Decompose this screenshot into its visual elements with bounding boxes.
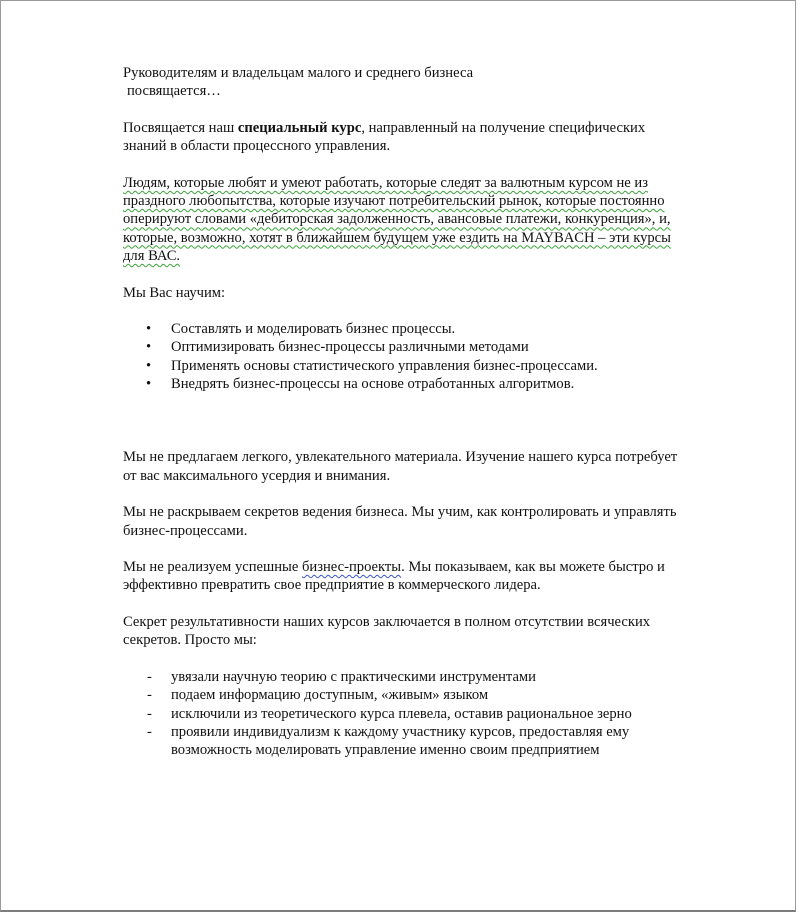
projects-underlined-text: бизнес-проекты [301,559,402,576]
list-item-text: увязали научную теорию с практическими инструментами [171,668,536,685]
list-item-text: исключили из теоретического курса плевела, оставив рациональное зерно [171,705,632,722]
methods-list [123,668,683,759]
projects-text-before: Мы не реализуем успешные [123,559,302,576]
list-item [123,723,683,760]
dash-marker: - [147,705,152,722]
projects-text-after: . Мы показываем, как вы можете быстро и эффективно превратить свое предприятие в коммерческого лидера. [123,559,665,594]
list-item-text: Составлять и моделировать бизнес процессы. [171,321,456,338]
list-item [123,320,683,338]
audience-text: Людям, которые любят и умеют работать, которые следят за валютным курсом не из праздного любопытства, которые изучают потребительский рынок, которые постоянно оперируют словами «дебиторская задолженность, авансовые платежи, конкуренция», и, которые, возможно, хотят в ближайшем будущем уже ездить на MAYBACH – эти курсы для ВАС. [123,174,671,264]
paragraph-course [123,119,683,156]
list-item [123,375,683,393]
list-item-text: проявили индивидуализм к каждому участнику курсов, предоставляя ему возможность моделировать управление именно своим предприятием [171,723,630,759]
course-text-after: , направленный на получение специфических знаний в области процессного управления. [123,119,646,155]
course-bold-text: специальный курс [237,119,362,136]
dash-marker: - [147,668,152,685]
bullet-marker: • [146,321,152,338]
list-item-text: подаем информацию доступным, «живым» языком [171,687,489,704]
list-item-text: Внедрять бизнес-процессы на основе отработанных алгоритмов. [171,376,575,393]
skills-list [123,320,683,393]
list-item [123,686,683,704]
paragraph-projects [123,558,683,595]
paragraph-effectiveness: Секрет результативности наших курсов заключается в полном отсутствии всяческих секретов. Просто мы: [123,614,651,649]
bullet-marker: • [146,339,152,356]
list-item [123,668,683,686]
list-item [123,357,683,375]
intro-line-1: Руководителям и владельцам малого и среднего бизнеса [123,65,474,81]
bullet-marker: • [146,357,152,374]
list-item-text: Применять основы статистического управления бизнес-процессами. [171,357,598,374]
paragraph-material: Мы не предлагаем легкого, увлекательного материала. Изучение нашего курса потребует от вас максимального усердия и внимания. [123,449,678,484]
list-item-text: Оптимизировать бизнес-процессы различными методами [171,339,529,356]
course-text-before: Посвящается наш [123,119,238,136]
list-item [123,705,683,723]
bullet-marker: • [146,376,152,393]
dash-marker: - [147,723,152,740]
list-item [123,338,683,356]
document-body [123,64,683,759]
teach-heading: Мы Вас научим: [123,284,226,301]
paragraph-secrets: Мы не раскрываем секретов ведения бизнеса. Мы учим, как контролировать и управлять бизнес-процессами. [123,504,677,539]
intro-line-2: посвящается… [127,83,221,100]
dash-marker: - [147,687,152,704]
paragraph-audience [123,174,683,265]
